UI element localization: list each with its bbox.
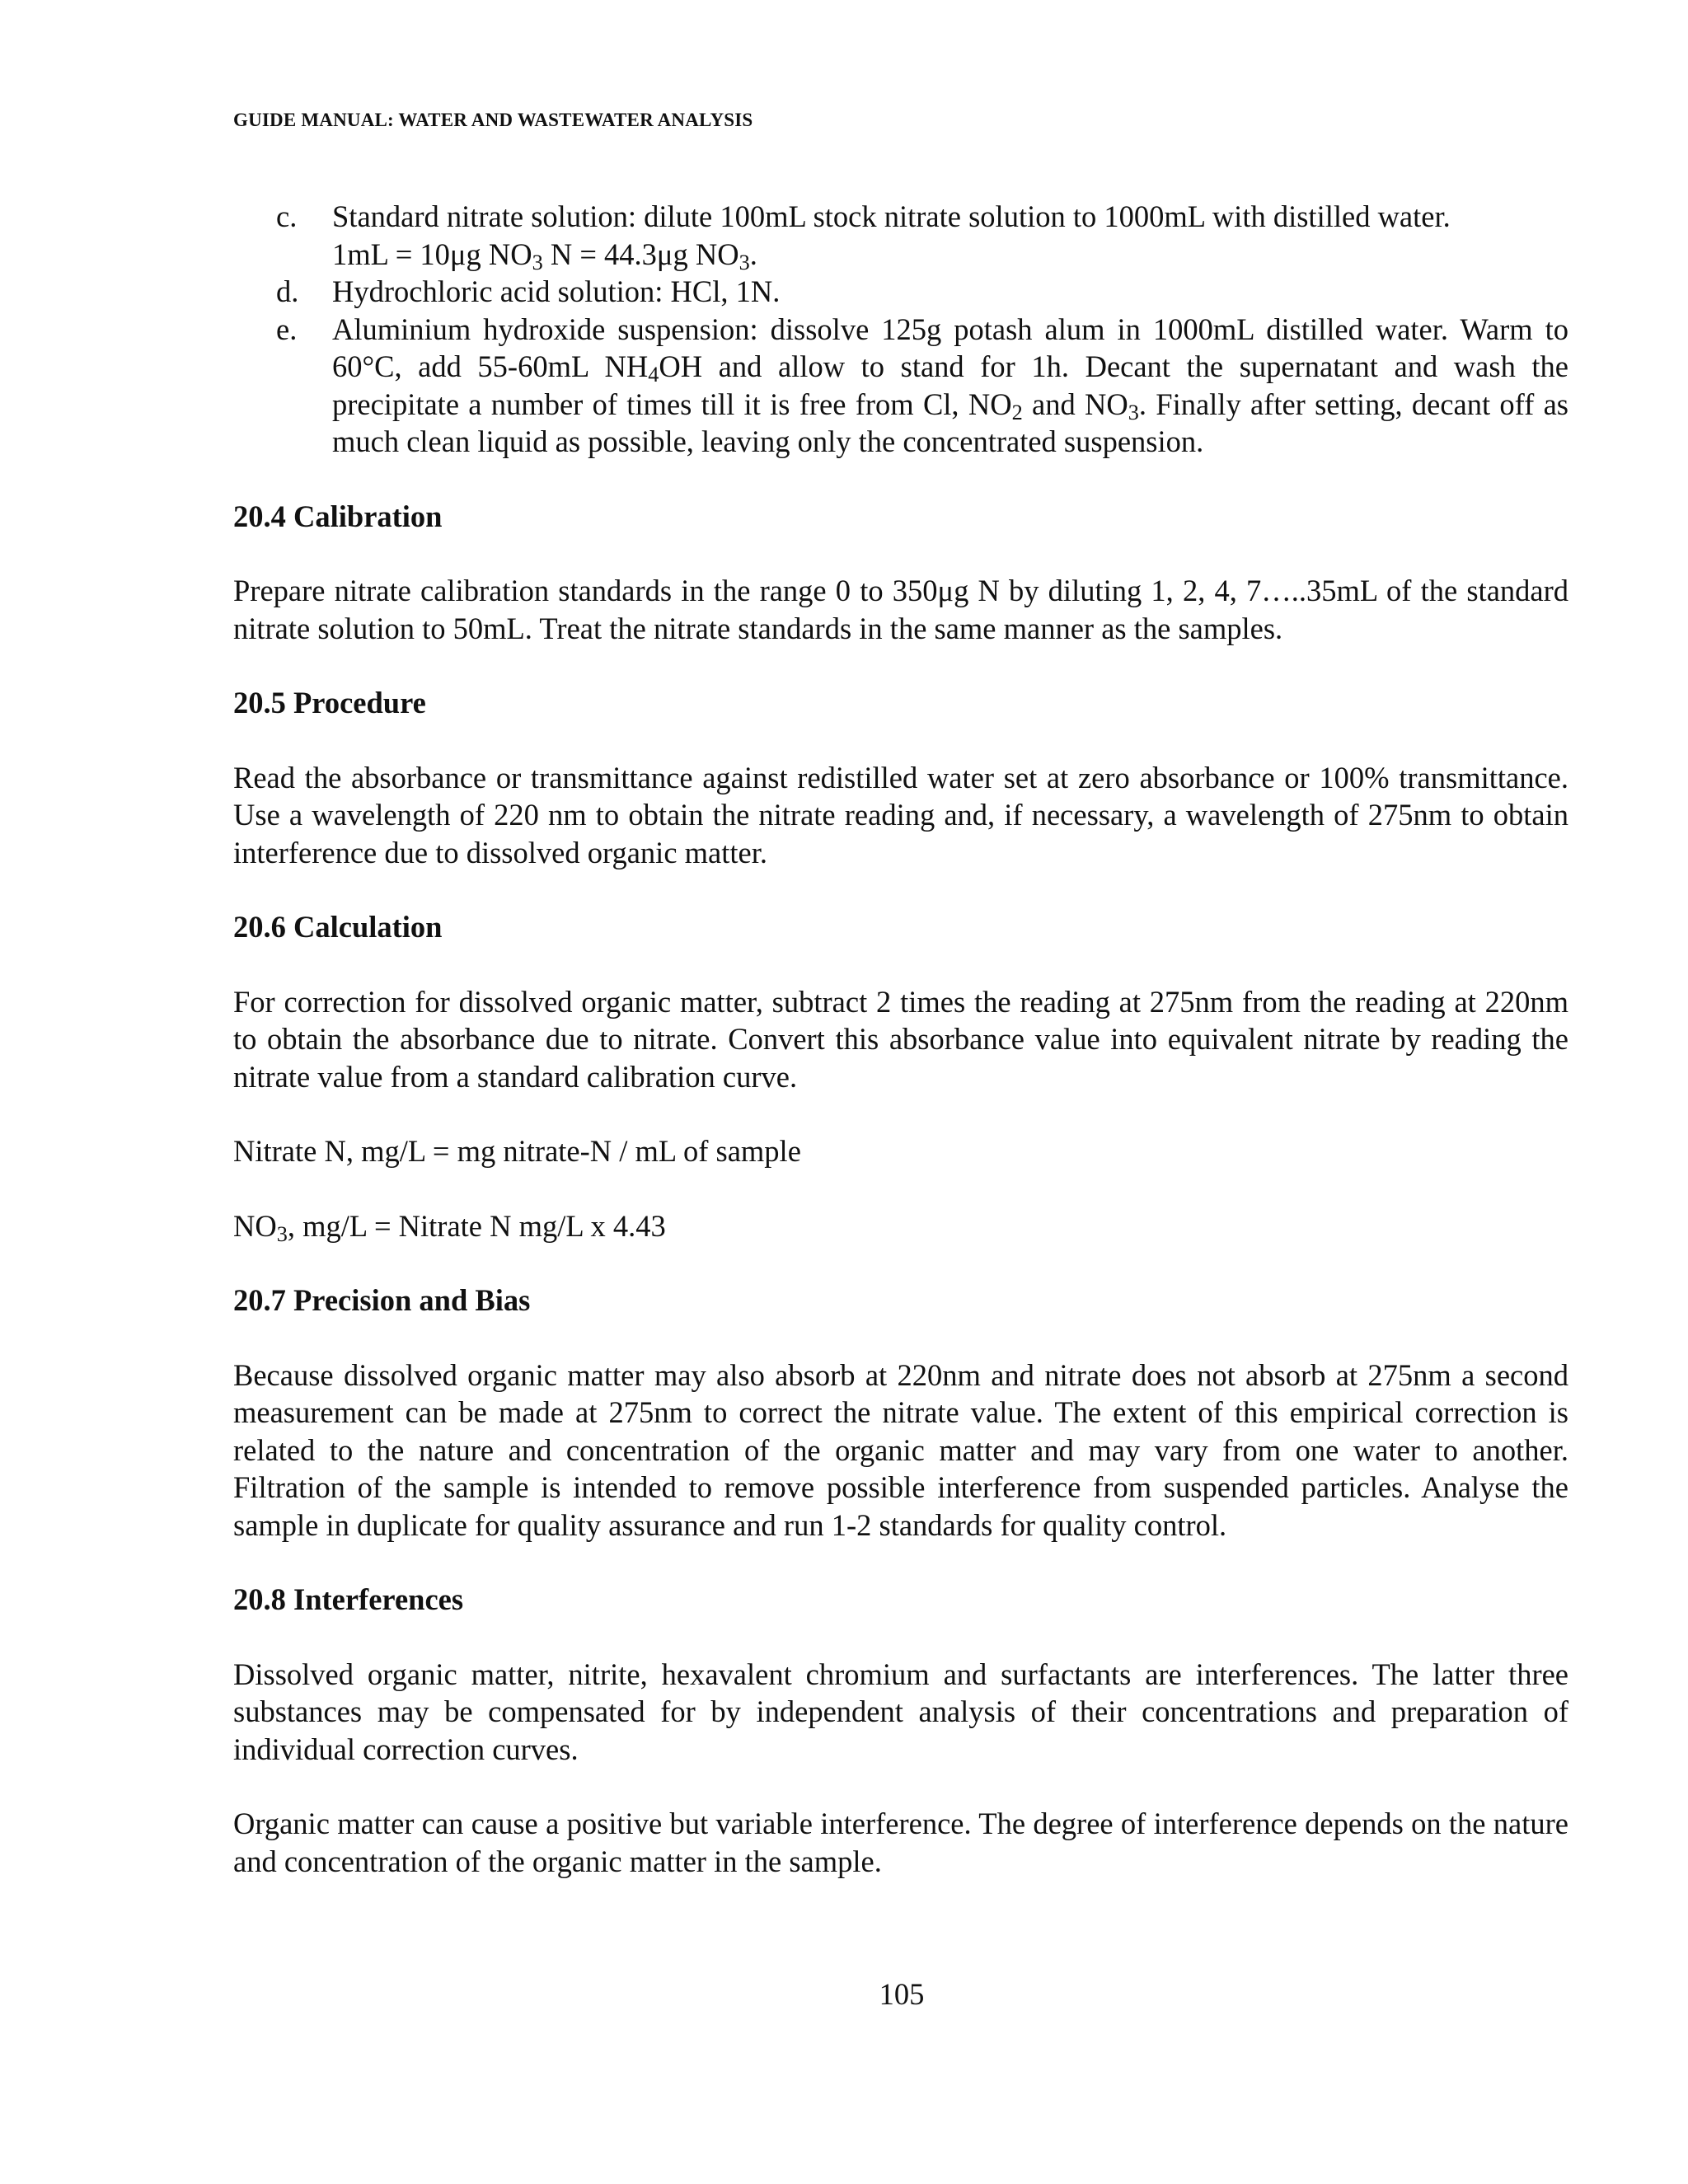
list-item-d: [233, 273, 1568, 311]
procedure-paragraph: Read the absorbance or transmittance against redistilled water set at zero absorbance or 100% transmittance. Use a wavelength of 220 nm to obtain the nitrate reading and, if necessary, a wavelength of 275nm to obtain interference due to dissolved organic matter.: [233, 760, 1568, 869]
section-heading-precision: 20.7 Precision and Bias: [233, 1283, 531, 1317]
reagent-c-line1: Standard nitrate solution: dilute 100mL stock nitrate solution to 1000mL with distilled water.: [332, 199, 1451, 233]
precision-paragraph: Because dissolved organic matter may also absorb at 220nm and nitrate does not absorb at 275nm a second measurement can be made at 275nm to correct the nitrate value. The extent of this empirical correction is related to the nature and concentration of the organic matter and may vary from one water to another. Filtration of the sample is intended to remove possible interference from suspended particles. Analyse the sample in duplicate for quality assurance and run 1-2 standards for quality control.: [233, 1357, 1568, 1542]
section-heading-calibration: 20.4 Calibration: [233, 499, 443, 533]
list-marker: e.: [276, 312, 298, 346]
section-heading-interferences: 20.8 Interferences: [233, 1582, 464, 1616]
running-header: GUIDE MANUAL: WATER AND WASTEWATER ANALYSIS: [233, 110, 753, 130]
calculation-paragraph: For correction for dissolved organic matter, subtract 2 times the reading at 275nm from the reading at 220nm to obtain the absorbance due to nitrate. Convert this absorbance value into equivalent nitrate by reading the nitrate value from a standard calibration curve.: [233, 984, 1568, 1094]
reagent-e-text: Aluminium hydroxide suspension: dissolve 125g potash alum in 1000mL distilled water. Warm to 60°C, add 55-60mL $NH_4OH$ and allow to stand for 1h. Decant the supernatant and wash the precipitate a number of times till it is free from Cl, $NO_2$ and $NO_3$. Finally after setting, decant off as much clean liquid as possible, leaving only the concentrated suspension.: [332, 312, 1568, 458]
formula-nitrate-n: Nitrate N, mg/L = mg nitrate-N / mL of sample: [233, 1134, 801, 1168]
list-item-c: [233, 198, 1568, 273]
list-item-e: [233, 311, 1568, 461]
section-heading-calculation: 20.6 Calculation: [233, 910, 443, 944]
list-marker: c.: [276, 199, 298, 233]
page-number: 105: [879, 1977, 925, 2011]
interferences-paragraph-2: Organic matter can cause a positive but variable interference. The degree of interference depends on the nature and concentration of the organic matter in the sample.: [233, 1807, 1568, 1878]
interferences-paragraph-1: Dissolved organic matter, nitrite, hexavalent chromium and surfactants are interferences. The latter three substances may be compensated for by independent analysis of their concentrations and preparation of individual correction curves.: [233, 1657, 1568, 1766]
list-marker: d.: [276, 274, 299, 308]
section-heading-procedure: 20.5 Procedure: [233, 686, 426, 719]
reagent-d-text: Hydrochloric acid solution: HCl, 1N.: [332, 274, 781, 308]
reagent-list: [233, 198, 1568, 461]
page-content: [233, 198, 1568, 1880]
formula-no3: $NO_3$, mg/L = Nitrate N mg/L x 4.43: [233, 1208, 666, 1246]
calibration-paragraph: Prepare nitrate calibration standards in the range 0 to 350μg N by diluting 1, 2, 4, 7…..35mL of the standard nitrate solution to 50mL. Treat the nitrate standards in the same manner as the samples.: [233, 574, 1568, 645]
reagent-c-line2: 1mL = 10μg $NO_3$ N = 44.3μg $NO_3$.: [332, 237, 757, 274]
